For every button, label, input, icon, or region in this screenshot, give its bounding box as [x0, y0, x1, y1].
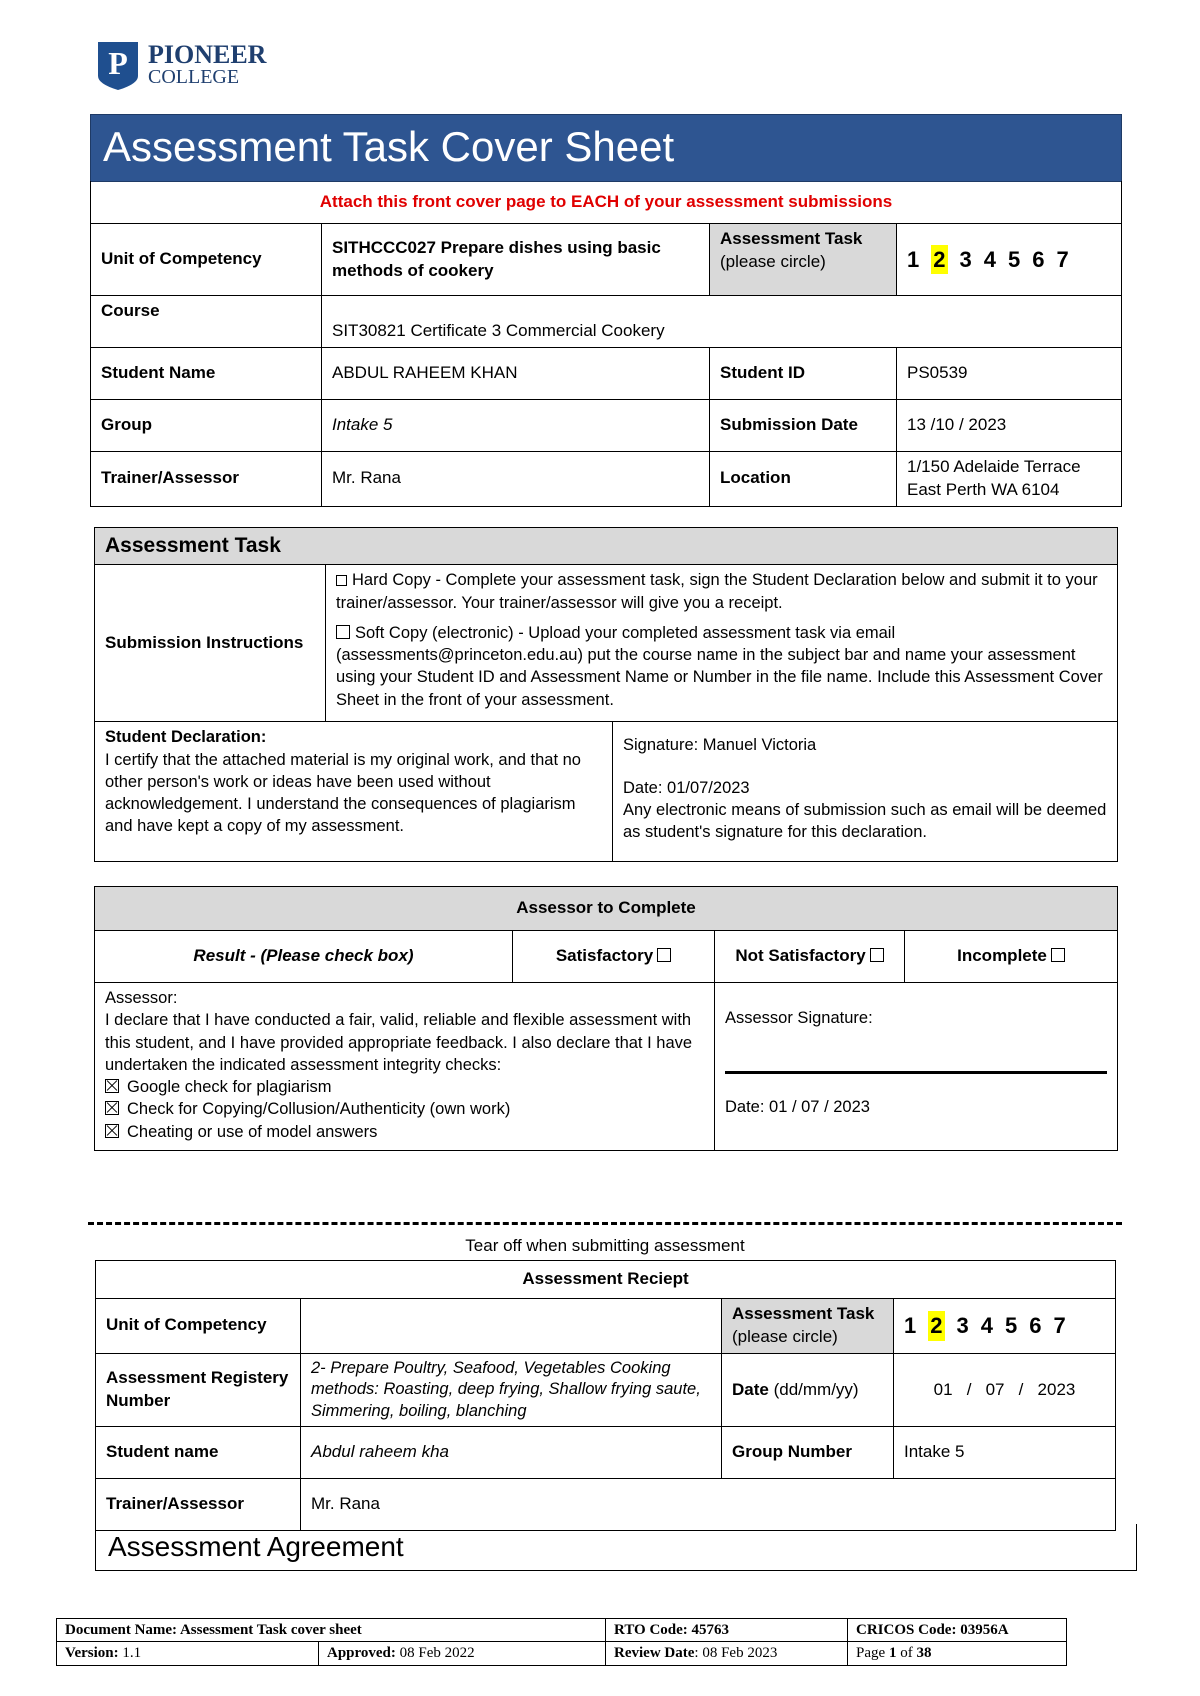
- footer-page: Page 1 of 38: [848, 1642, 1067, 1665]
- receipt-unit-label: Unit of Competency: [96, 1299, 301, 1354]
- student-name-value: ABDUL RAHEEM KHAN: [322, 348, 710, 400]
- assessor-declaration: [95, 983, 715, 1151]
- integrity-check[interactable]: Check for Copying/Collusion/Authenticity (own work): [105, 1098, 704, 1120]
- student-signature: Signature: Manuel Victoria: [623, 736, 817, 755]
- declaration-signature: [613, 722, 1118, 862]
- student-id-label: Student ID: [710, 348, 897, 400]
- incomplete-checkbox[interactable]: [1051, 948, 1065, 962]
- declaration-title: Student Declaration:: [105, 728, 267, 747]
- assessor-header: Assessor to Complete: [95, 887, 1118, 931]
- course-label: Course: [91, 296, 322, 348]
- receipt-group-value: Intake 5: [894, 1427, 1116, 1479]
- checked-box-icon: [105, 1101, 119, 1115]
- course-value: SIT30821 Certificate 3 Commercial Cookery: [322, 296, 1122, 348]
- trainer-label: Trainer/Assessor: [91, 452, 322, 507]
- location-label: Location: [710, 452, 897, 507]
- receipt-task-label-cell: Assessment Task (please circle): [722, 1299, 894, 1354]
- assessor-table: [94, 886, 1118, 1151]
- receipt-date-value: 01 / 07 / 2023: [894, 1353, 1116, 1426]
- attach-note: Attach this front cover page to EACH of your assessment submissions: [319, 192, 893, 211]
- title-bar: [90, 114, 1122, 182]
- footer-review: Review Date: 08 Feb 2023: [606, 1642, 848, 1665]
- registry-label: Assessment Registery Number: [96, 1353, 301, 1426]
- satisfactory-option[interactable]: Satisfactory: [513, 931, 715, 983]
- group-label: Group: [91, 400, 322, 452]
- assessor-signature-cell: [715, 983, 1118, 1151]
- hard-copy-checkbox[interactable]: [336, 575, 347, 586]
- page-title: Assessment Task Cover Sheet: [103, 123, 675, 170]
- task-label: Assessment Task: [720, 229, 863, 248]
- cover-details-table: [90, 223, 1122, 507]
- location-value: 1/150 Adelaide Terrace East Perth WA 6104: [897, 452, 1122, 507]
- assessor-date: Date: 01 / 07 / 2023: [725, 1098, 870, 1117]
- student-id-value: PS0539: [897, 348, 1122, 400]
- soft-copy-option[interactable]: Soft Copy (electronic) - Upload your completed assessment task via email (assessments@princeton.edu.au) put the course name in the subject bar and name your assessment using your Student ID and Assessment Name or Number in the file name. Include this Assessment Cover Sheet in the front of your assessment.: [336, 623, 1103, 709]
- receipt-group-label: Group Number: [722, 1427, 894, 1479]
- receipt-trainer-value: Mr. Rana: [301, 1479, 1116, 1531]
- footer-approved: Approved: 08 Feb 2022: [319, 1642, 606, 1665]
- tear-line: [88, 1222, 1122, 1225]
- integrity-check[interactable]: Cheating or use of model answers: [105, 1121, 704, 1143]
- registry-value: 2- Prepare Poultry, Seafood, Vegetables Cooking methods: Roasting, deep frying, Shallow frying saute, Simmering, boiling, blanching: [301, 1353, 722, 1426]
- task-selected: 2: [931, 245, 947, 275]
- assessment-task-table: [94, 527, 1118, 862]
- task-sub: (please circle): [720, 251, 826, 271]
- agreement-title: Assessment Agreement: [108, 1531, 404, 1562]
- college-logo: [98, 42, 288, 92]
- submission-instructions: [326, 565, 1118, 722]
- task-label-cell: [710, 224, 897, 296]
- satisfactory-checkbox[interactable]: [657, 948, 671, 962]
- integrity-check[interactable]: Google check for plagiarism: [105, 1076, 704, 1098]
- unit-label: Unit of Competency: [91, 224, 322, 296]
- receipt-student-label: Student name: [96, 1427, 301, 1479]
- incomplete-option[interactable]: Incomplete: [905, 931, 1118, 983]
- receipt-table: [95, 1260, 1116, 1531]
- checked-box-icon: [105, 1124, 119, 1138]
- receipt-task-numbers[interactable]: 1 2 3 4 5 6 7: [894, 1299, 1116, 1354]
- receipt-header: Assessment Reciept: [96, 1261, 1116, 1299]
- student-name-label: Student Name: [91, 348, 322, 400]
- group-value: Intake 5: [322, 400, 710, 452]
- svg-text:P: P: [108, 45, 128, 81]
- receipt-student-value: Abdul raheem kha: [301, 1427, 722, 1479]
- assessor-label: Assessor:: [105, 989, 178, 1007]
- footer-rto: RTO Code: 45763: [606, 1619, 848, 1642]
- attach-note-row: [90, 181, 1122, 224]
- receipt-date-label: Date (dd/mm/yy): [722, 1353, 894, 1426]
- receipt-unit-value: [301, 1299, 722, 1354]
- tear-off-note: Tear off when submitting assessment: [465, 1236, 745, 1255]
- submission-label: Submission Instructions: [95, 565, 326, 722]
- logo-subname: COLLEGE: [148, 66, 240, 88]
- task-numbers[interactable]: 1 2 3 4 5 6 7: [897, 224, 1122, 296]
- not-satisfactory-option[interactable]: Not Satisfactory: [715, 931, 905, 983]
- declaration-text: I certify that the attached material is my original work, and that no other person's work or ideas have been used without acknowledgement. I understand the consequences of plagiarism and have kept a copy of my assessment.: [105, 750, 581, 836]
- signature-line: [725, 1071, 1107, 1074]
- result-label: Result - (Please check box): [95, 931, 513, 983]
- footer-cricos: CRICOS Code: 03956A: [848, 1619, 1067, 1642]
- submission-date-label: Submission Date: [710, 400, 897, 452]
- logo-name: PIONEER: [148, 40, 267, 69]
- footer-doc-name: Document Name: Assessment Task cover sheet: [57, 1619, 606, 1642]
- electronic-note: Any electronic means of submission such as email will be deemed as student's signature for this declaration.: [623, 800, 1107, 842]
- soft-copy-checkbox[interactable]: [336, 625, 350, 639]
- student-declaration: [95, 722, 613, 862]
- footer-version: Version: 1.1: [57, 1642, 319, 1665]
- assessor-signature-label: Assessor Signature:: [725, 1009, 873, 1027]
- hard-copy-option[interactable]: Hard Copy - Complete your assessment task, sign the Student Declaration below and submit it to your trainer/assessor. Your trainer/assessor will give you a receipt.: [336, 571, 1098, 612]
- assessor-declaration-text: I declare that I have conducted a fair, valid, reliable and flexible assessment with this student, and I have provided appropriate feedback. I also declare that I have undertaken the indicated assessment integrity checks:: [105, 1011, 693, 1074]
- receipt-trainer-label: Trainer/Assessor: [96, 1479, 301, 1531]
- pioneer-shield-icon: [98, 42, 138, 90]
- assessment-agreement: [95, 1524, 1137, 1571]
- checked-box-icon: [105, 1079, 119, 1093]
- not-satisfactory-checkbox[interactable]: [870, 948, 884, 962]
- assessment-task-header: Assessment Task: [95, 528, 1118, 565]
- unit-value: SITHCCC027 Prepare dishes using basic methods of cookery: [322, 224, 710, 296]
- trainer-value: Mr. Rana: [322, 452, 710, 507]
- document-footer: [56, 1618, 1067, 1666]
- submission-date-value: 13 /10 / 2023: [897, 400, 1122, 452]
- declaration-date: Date: 01/07/2023: [623, 778, 750, 797]
